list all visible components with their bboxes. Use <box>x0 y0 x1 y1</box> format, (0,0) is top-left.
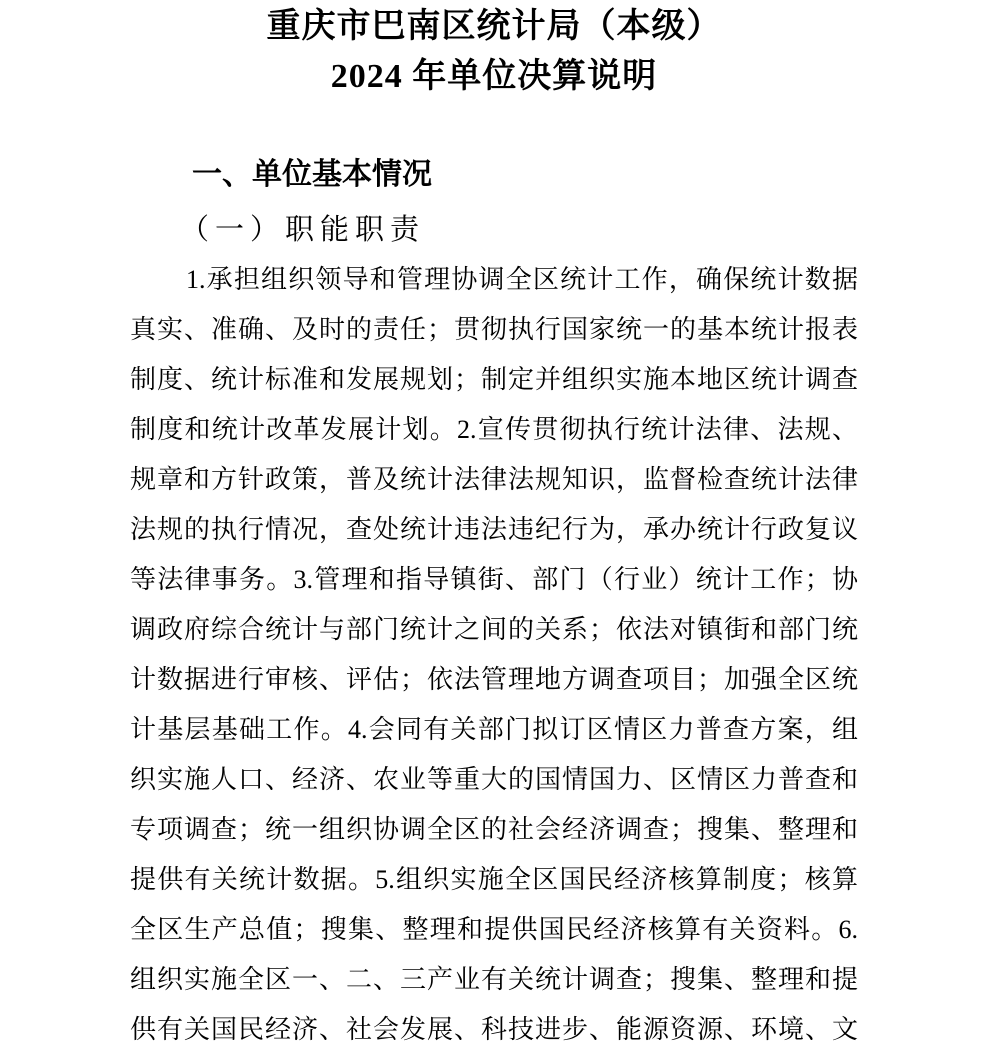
document-title-line-1: 重庆市巴南区统计局（本级） <box>266 8 722 45</box>
document-title <box>130 2 858 102</box>
subsection-heading-duties: （一）职能职责 <box>180 214 426 246</box>
body-line: 织实施人口、经济、农业等重大的国情国力、区情区力普查和 <box>130 765 858 794</box>
body-paragraph <box>130 255 858 1052</box>
section-heading-basic-info: 一、单位基本情况 <box>192 158 432 191</box>
body-line: 供有关国民经济、社会发展、科技进步、能源资源、环境、文 <box>130 1015 858 1044</box>
body-line: 专项调查；统一组织协调全区的社会经济调查；搜集、整理和 <box>130 815 858 844</box>
body-line: 提供有关统计数据。5.组织实施全区国民经济核算制度；核算 <box>130 865 858 894</box>
body-line: 真实、准确、及时的责任；贯彻执行国家统一的基本统计报表 <box>130 315 858 344</box>
body-line: 制度和统计改革发展计划。2.宣传贯彻执行统计法律、法规、 <box>130 415 858 444</box>
body-line: 法规的执行情况，查处统计违法违纪行为，承办统计行政复议 <box>130 515 858 544</box>
document-content <box>130 0 858 1052</box>
body-line: 规章和方针政策，普及统计法律法规知识，监督检查统计法律 <box>130 465 858 494</box>
body-line: 调政府综合统计与部门统计之间的关系；依法对镇街和部门统 <box>130 615 858 644</box>
body-line: 1.承担组织领导和管理协调全区统计工作，确保统计数据 <box>186 265 858 294</box>
body-line: 等法律事务。3.管理和指导镇街、部门（行业）统计工作；协 <box>130 565 858 594</box>
body-line: 全区生产总值；搜集、整理和提供国民经济核算有关资料。6. <box>130 915 858 944</box>
body-line: 计基层基础工作。4.会同有关部门拟订区情区力普查方案，组 <box>130 715 858 744</box>
document-title-line-2: 2024 年单位决算说明 <box>330 58 658 95</box>
body-line: 制度、统计标准和发展规划；制定并组织实施本地区统计调查 <box>130 365 858 394</box>
body-line: 组织实施全区一、二、三产业有关统计调查；搜集、整理和提 <box>130 965 858 994</box>
body-line: 计数据进行审核、评估；依法管理地方调查项目；加强全区统 <box>130 665 858 694</box>
